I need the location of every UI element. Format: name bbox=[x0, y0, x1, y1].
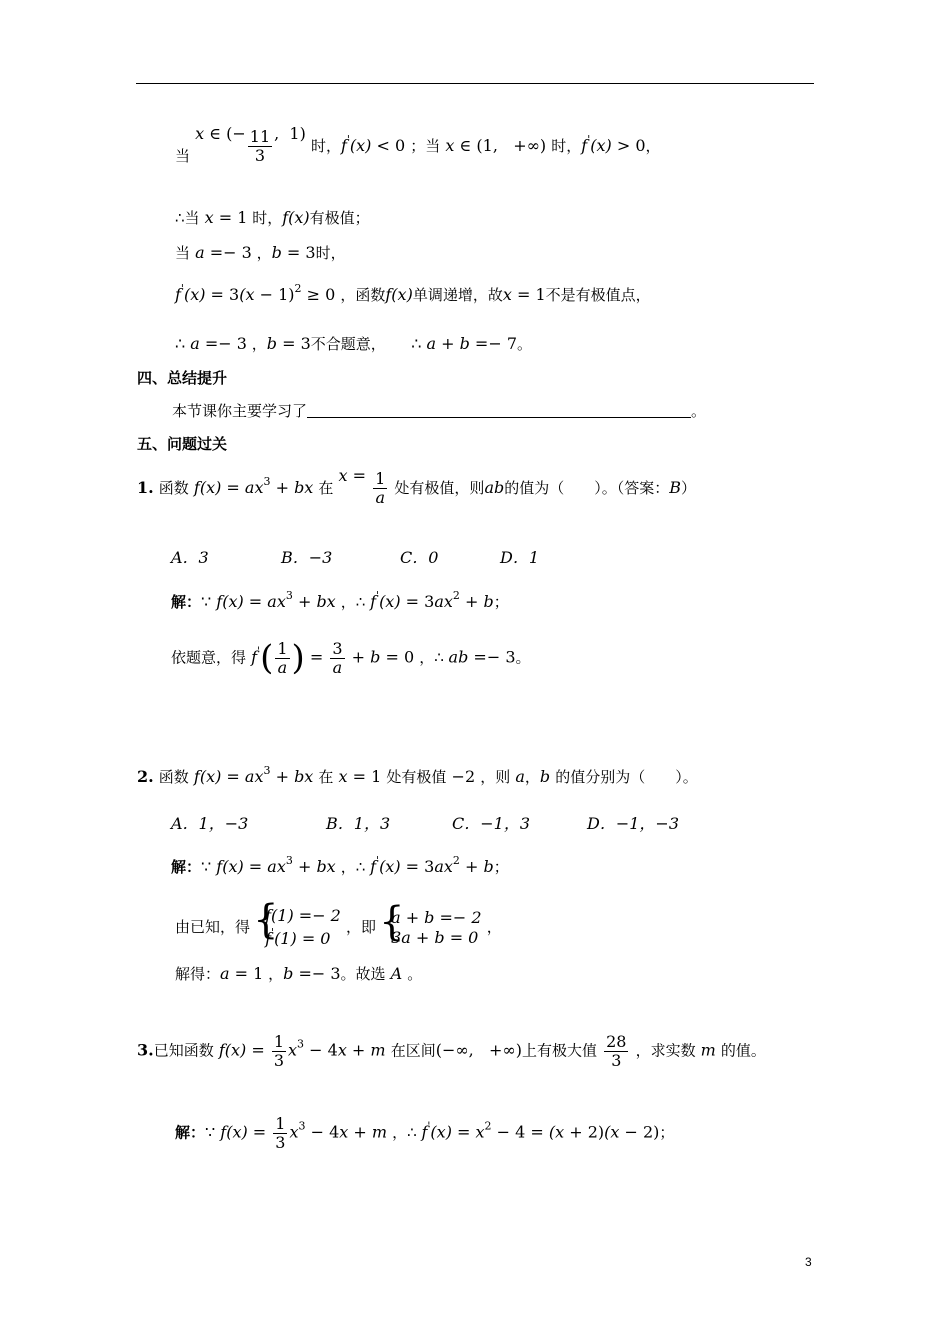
question-1: 1. 函数 $f(x) = ax^3$ + bx 在 x = $\frac{1}{a}$ 处有极值，则ab的值为（ ）。（答案：B） bbox=[137, 466, 697, 507]
q2-option-a: A．1，−3 bbox=[171, 814, 249, 833]
q1-option-d: D．1 bbox=[500, 548, 540, 567]
result-line: ∴ a =− 3 ，b = 3不合题意， ∴ a + b =− 7。 bbox=[175, 334, 533, 353]
interval-sign-line: 当 x ∈ (− $\frac{11}{3}$ , 1) 时，f'(x) < 0 ；当 x ∈ (1, +∞) 时，f'(x) > 0， bbox=[175, 124, 661, 165]
q2-option-b: B．1，3 bbox=[326, 814, 391, 833]
q2-solution-line-1: 解：∵ $f(x) = ax^3$ + bx ，∴ $f'(x) = 3ax^2 + b$； bbox=[171, 854, 509, 876]
summary-line: 本节课你主要学习了 。 bbox=[172, 402, 707, 420]
q2-option-d: D．−1，−3 bbox=[587, 814, 680, 833]
q1-option-a: A．3 bbox=[171, 548, 209, 567]
conclusion-line: ∴当 x = 1 时，f(x)有极值； bbox=[175, 208, 370, 227]
q1-option-b: B．−3 bbox=[281, 548, 333, 567]
summary-blank[interactable] bbox=[307, 403, 691, 418]
question-3: 3.已知函数 f(x) = $\frac{1}{3}$ $x^3 - 4x + m$ 在区间(−∞, +∞)上有极大值 $\frac{28}{3}$ ，求实数 m 的值。 bbox=[137, 1032, 766, 1070]
q2-solution-line-2: 由已知，得 { f(1) =− 2 f'(1) = 0 ，即 { a + b =− 2 3a + b = 0 ， bbox=[175, 906, 502, 949]
q2-option-c: C．−1，3 bbox=[452, 814, 531, 833]
derivative-line: $f'(x) = 3(x - 1)^2 \ge 0$ ，函数f(x)单调递增，故x = 1不是有极值点， bbox=[175, 282, 651, 304]
q3-solution-line-1: 解：∵ f(x) = $\frac{1}{3}$ $x^3 - 4x + m$ ，∴ $f'(x) = x^2 - 4 = (x + 2)(x - 2)$； bbox=[175, 1114, 675, 1152]
section-heading-problems: 五、问题过关 bbox=[137, 435, 228, 453]
q1-solution-line-2: 依题意，得 f'( $\frac{1}{a}$ ) = $\frac{3}{a}$ + b = 0 ，∴ ab =− 3。 bbox=[171, 638, 531, 679]
q1-solution-line-1: 解：∵ $f(x) = ax^3$ + bx ，∴ $f'(x) = 3ax^2 + b$； bbox=[171, 589, 509, 611]
page-number: 3 bbox=[805, 1255, 812, 1269]
q1-option-c: C．0 bbox=[400, 548, 439, 567]
q2-solution-line-3: 解得：a = 1 ，b =− 3。故选 A 。 bbox=[175, 964, 423, 983]
question-2: 2. 函数 $f(x) = ax^3$ + bx 在 x = 1 处有极值 −2 ，则 a，b 的值分别为（ ）。 bbox=[137, 764, 698, 786]
section-heading-summary: 四、总结提升 bbox=[137, 369, 228, 387]
case-line: 当 a =− 3 ，b = 3时， bbox=[175, 243, 346, 262]
header-rule bbox=[136, 83, 814, 84]
